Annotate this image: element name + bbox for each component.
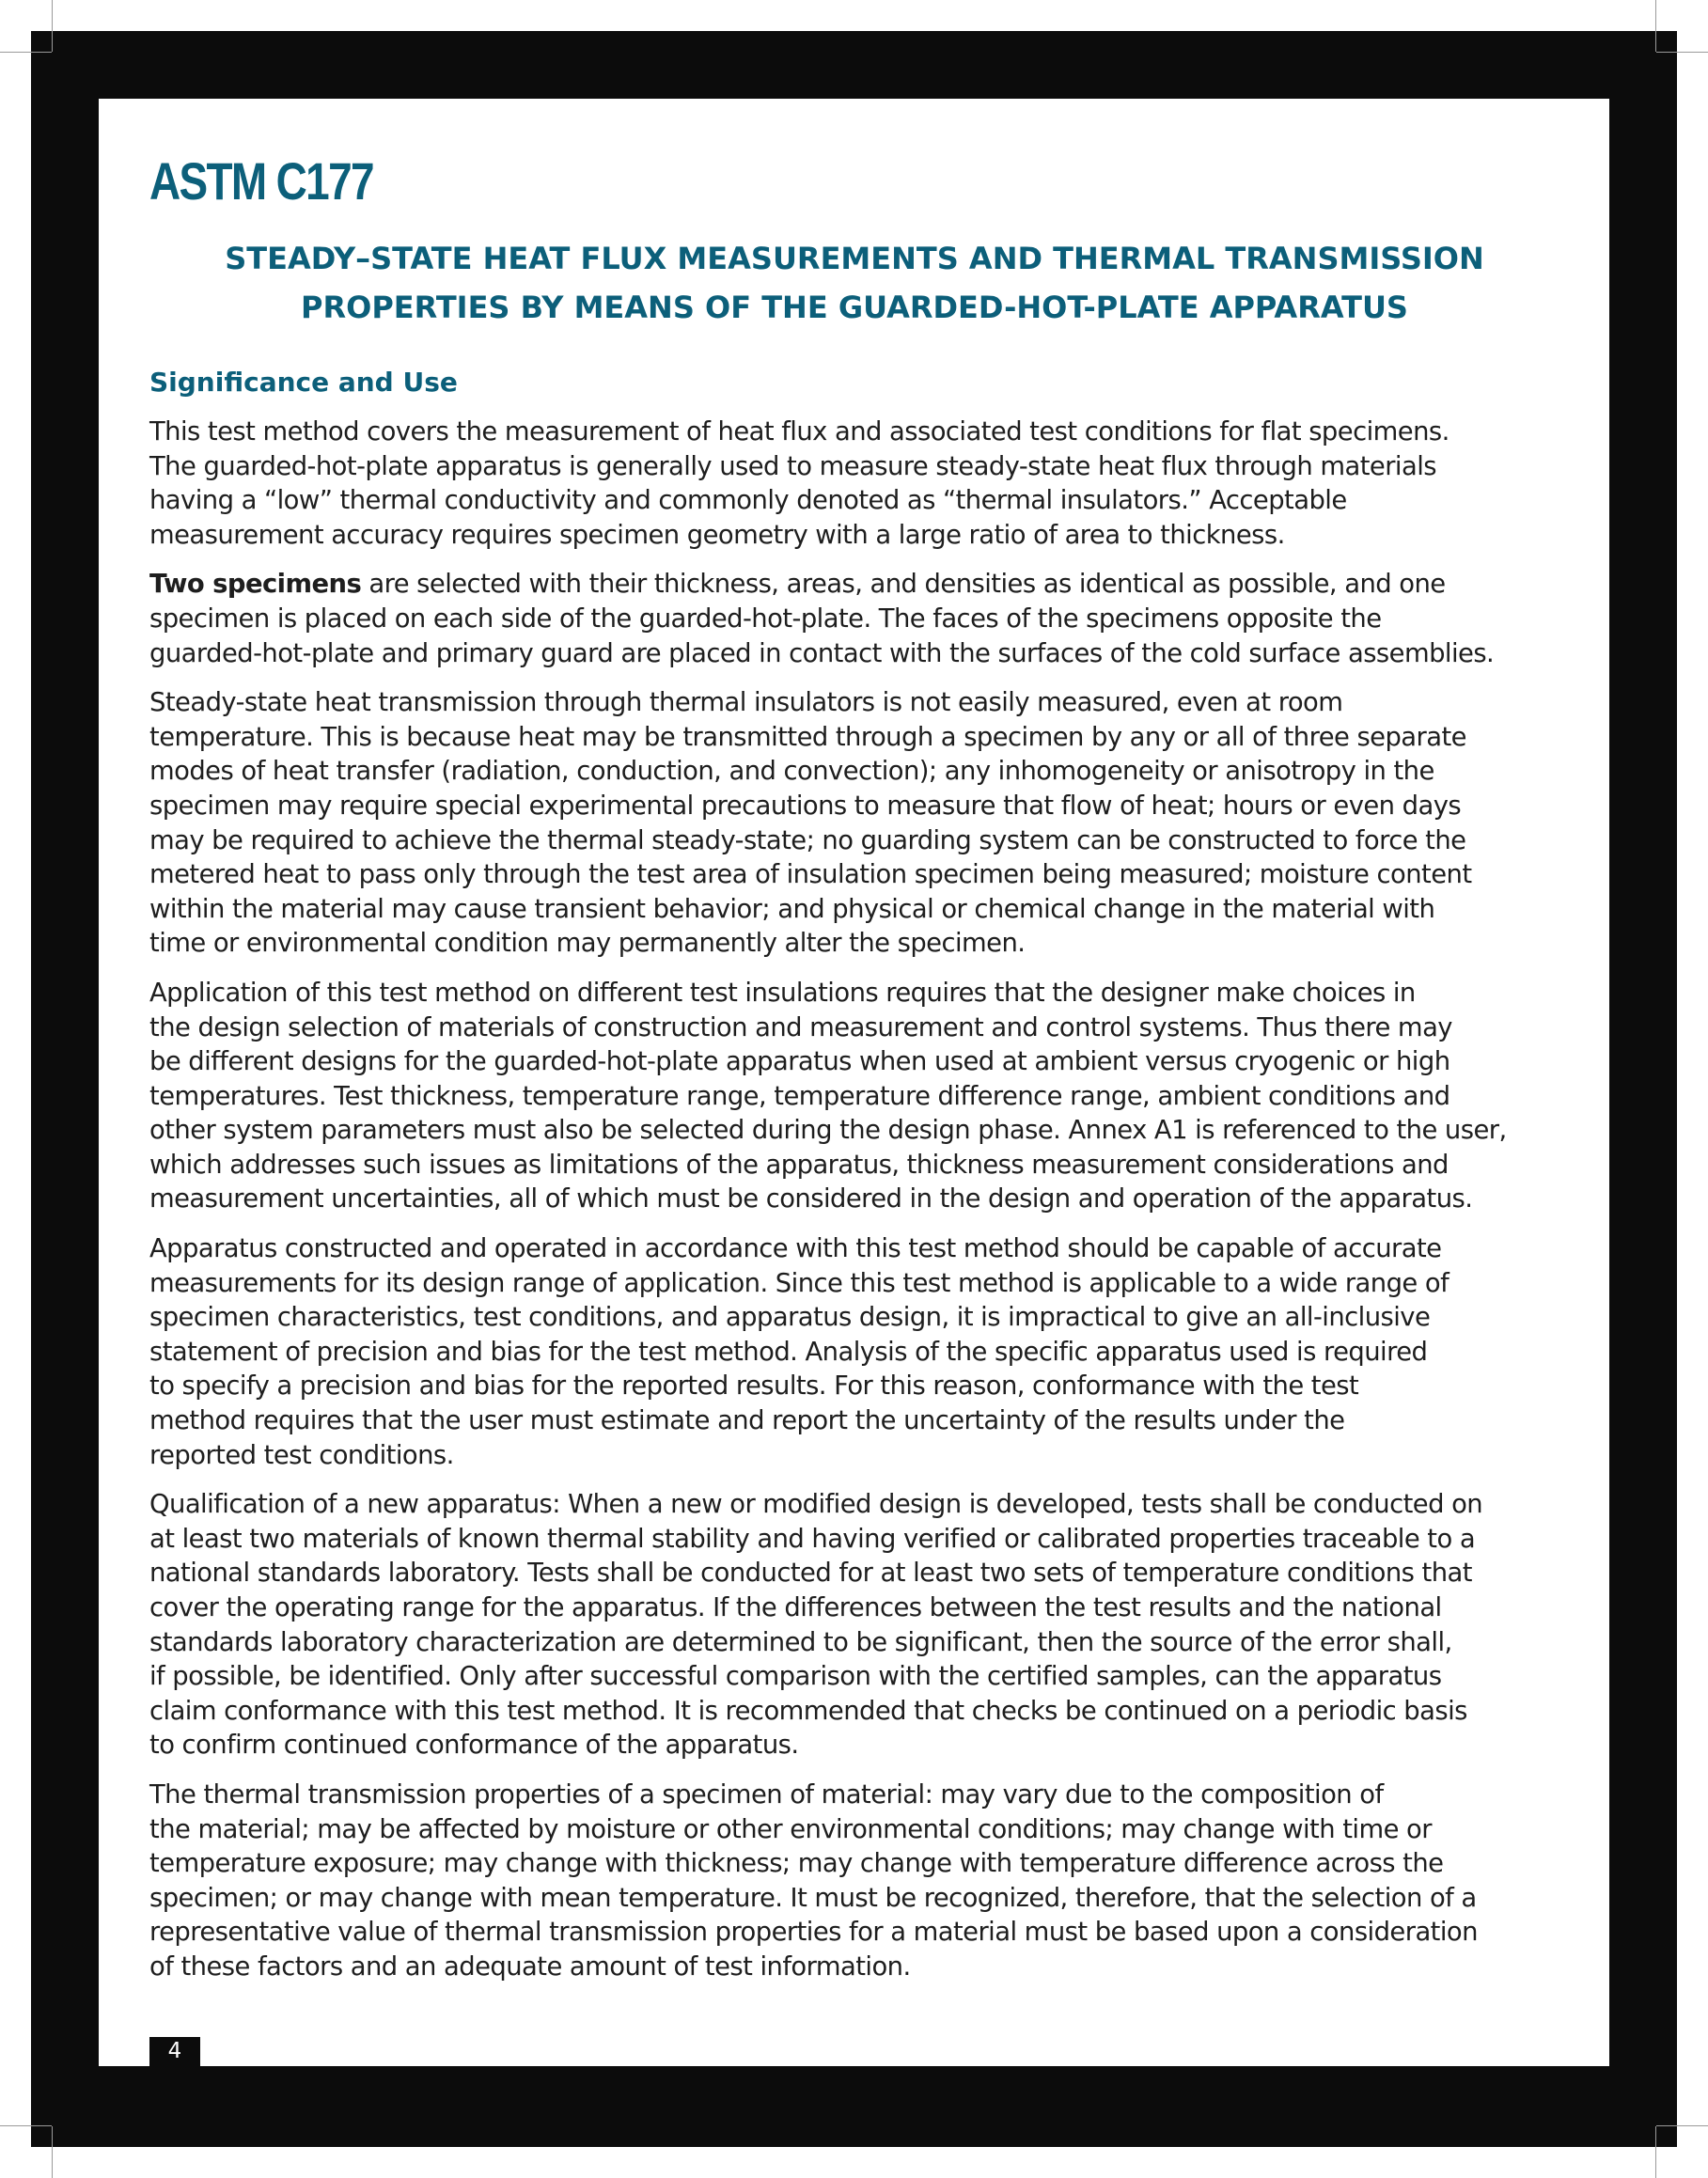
paragraph-line: if possible, be identified. Only after successful comparison with the certified samples, can the apparatus [149, 1662, 1442, 1692]
subtitle-line: STEADY–STATE HEAT FLUX MEASUREMENTS AND THERMAL TRANSMISSION [225, 241, 1484, 276]
document-subtitle [149, 234, 1559, 332]
paragraph-line: be different designs for the guarded-hot-plate apparatus when used at ambient versus cryogenic or high [149, 1047, 1450, 1077]
paragraph-line: statement of precision and bias for the test method. Analysis of the specific apparatus used is required [149, 1337, 1428, 1367]
body-text [149, 415, 1616, 2000]
paragraph-line: specimen; or may change with mean temperature. It must be recognized, therefore, that the selection of a [149, 1883, 1477, 1913]
paragraph-line: to specify a precision and bias for the reported results. For this reason, conformance with the test [149, 1371, 1359, 1402]
paragraph [149, 1232, 1616, 1473]
paragraph [149, 1488, 1616, 1763]
paragraph-line: measurement uncertainties, all of which must be considered in the design and operation of the apparatus. [149, 1184, 1473, 1214]
paragraph-line: within the material may cause transient behavior; and physical or chemical change in the material with [149, 894, 1435, 924]
paragraph-line: The thermal transmission properties of a specimen of material: may vary due to the composition of [149, 1779, 1384, 1810]
paragraph [149, 568, 1616, 671]
crop-mark [0, 52, 52, 53]
paragraph-line: Steady-state heat transmission through thermal insulators is not easily measured, even at room [149, 688, 1343, 718]
paragraph-lead-text: Two specimens [149, 570, 362, 600]
paragraph [149, 686, 1616, 962]
paragraph-line: at least two materials of known thermal stability and having verified or calibrated properties traceable to a [149, 1524, 1476, 1554]
document-title: ASTM C177 [149, 151, 373, 211]
paragraph-line: measurement accuracy requires specimen geometry with a large ratio of area to thickness. [149, 520, 1285, 550]
page-number: 4 [149, 2037, 200, 2066]
paragraph-line: temperature exposure; may change with thickness; may change with temperature difference across the [149, 1849, 1444, 1879]
paragraph-line: temperatures. Test thickness, temperature range, temperature difference range, ambient conditions and [149, 1081, 1450, 1111]
paragraph [149, 1778, 1616, 1985]
crop-mark [1656, 52, 1708, 53]
paragraph-line: cover the operating range for the apparatus. If the differences between the test results and the national [149, 1593, 1442, 1622]
paragraph-line: specimen is placed on each side of the guarded-hot-plate. The faces of the specimens opposite the [149, 603, 1382, 634]
paragraph-line: to confirm continued conformance of the apparatus. [149, 1731, 799, 1761]
paragraph-line: having a “low” thermal conductivity and commonly denoted as “thermal insulators.” Acceptable [149, 486, 1347, 516]
crop-mark [1656, 2125, 1708, 2126]
paragraph-line: Apparatus constructed and operated in accordance with this test method should be capable of accurate [149, 1234, 1442, 1264]
section-heading: Significance and Use [149, 367, 458, 398]
crop-mark [52, 0, 53, 52]
paragraph-line: the material; may be affected by moisture or other environmental conditions; may change with time or [149, 1814, 1432, 1844]
paragraph-line: claim conformance with this test method. It is recommended that checks be continued on a periodic basis [149, 1696, 1467, 1726]
paragraph-line: may be required to achieve the thermal steady-state; no guarding system can be constructed to force the [149, 825, 1466, 855]
crop-mark [1655, 0, 1656, 52]
paragraph-line: temperature. This is because heat may be transmitted through a specimen by any or all of three separate [149, 722, 1466, 752]
paragraph-line: Application of this test method on different test insulations requires that the designer make choices in [149, 978, 1416, 1008]
paragraph-line: Qualification of a new apparatus: When a new or modified design is developed, tests shall be conducted on [149, 1490, 1483, 1520]
document-page [99, 99, 1609, 2066]
crop-mark [1655, 2126, 1656, 2178]
paragraph-line: modes of heat transfer (radiation, conduction, and convection); any inhomogeneity or anisotropy in the [149, 757, 1434, 787]
paragraph-line: time or environmental condition may permanently alter the specimen. [149, 929, 1026, 959]
crop-mark [0, 2125, 52, 2126]
paragraph-line: reported test conditions. [149, 1440, 454, 1470]
paragraph-line: of these factors and an adequate amount of test information. [149, 1951, 911, 1982]
paragraph-line: other system parameters must also be selected during the design phase. Annex A1 is referenced to the user, [149, 1116, 1507, 1146]
paragraph-line: national standards laboratory. Tests shall be conducted for at least two sets of temperature conditions that [149, 1559, 1472, 1589]
paragraph-line: method requires that the user must estimate and report the uncertainty of the results under the [149, 1406, 1345, 1436]
paragraph-line: This test method covers the measurement of heat flux and associated test conditions for flat specimens. [149, 417, 1449, 447]
paragraph-line: specimen may require special experimental precautions to measure that flow of heat; hours or even days [149, 791, 1462, 821]
paragraph-line: specimen characteristics, test conditions, and apparatus design, it is impractical to give an all-inclusive [149, 1303, 1431, 1333]
paragraph-line: The guarded-hot-plate apparatus is generally used to measure steady-state heat flux through materials [149, 451, 1437, 481]
paragraph [149, 415, 1616, 553]
paragraph-line: measurements for its design range of application. Since this test method is applicable to a wide range of [149, 1268, 1449, 1298]
paragraph-line: the design selection of materials of construction and measurement and control systems. Thus there may [149, 1012, 1452, 1042]
paragraph-line: guarded-hot-plate and primary guard are placed in contact with the surfaces of the cold surface assemblies. [149, 638, 1495, 668]
paragraph-line: standards laboratory characterization are determined to be significant, then the source of the error shall, [149, 1627, 1452, 1657]
paragraph-line: which addresses such issues as limitations of the apparatus, thickness measurement considerations and [149, 1150, 1449, 1180]
paragraph-line: are selected with their thickness, areas, and densities as identical as possible, and one [361, 570, 1446, 600]
crop-mark [52, 2126, 53, 2178]
paragraph-line: metered heat to pass only through the test area of insulation specimen being measured; moisture content [149, 860, 1472, 890]
subtitle-line: PROPERTIES BY MEANS OF THE GUARDED-HOT-PLATE APPARATUS [301, 290, 1408, 325]
paragraph-line: representative value of thermal transmission properties for a material must be based upon a consideration [149, 1918, 1478, 1948]
paragraph [149, 977, 1616, 1217]
